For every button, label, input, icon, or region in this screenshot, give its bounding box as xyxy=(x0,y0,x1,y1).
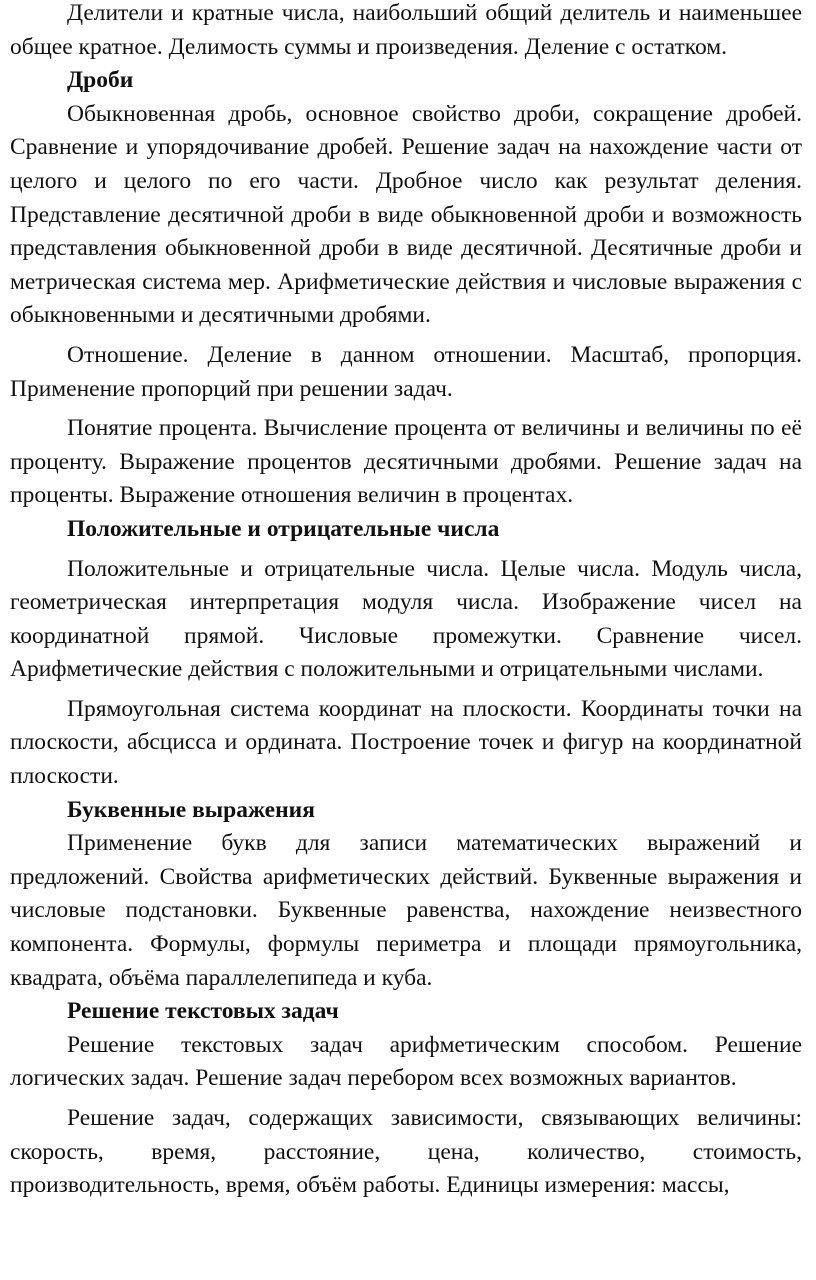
paragraph-fractions-2: Отношение. Деление в данном отношении. Масштаб, пропорция. Применение пропорций при решении задач. xyxy=(10,341,802,402)
paragraph-fractions-1: Обыкновенная дробь, основное свойство дроби, сокращение дробей. Сравнение и упорядочивание дробей. Решение задач на нахождение части от целого и целого по его части. Дробное число как результат деления. Представление десятичной дроби в виде обыкновенной дроби и возможность представления обыкновенной дроби в виде десятичной. Десятичные дроби и метрическая система мер. Арифметические действия и числовые выражения с обыкновенными и десятичными дробями. xyxy=(10,100,802,329)
heading-fractions: Дроби xyxy=(67,67,134,94)
paragraph-signed-2: Прямоугольная система координат на плоскости. Координаты точки на плоскости, абсцисса и ордината. Построение точек и фигур на координатной плоскости. xyxy=(10,695,802,790)
paragraph-letters-1: Применение букв для записи математических выражений и предложений. Свойства арифметических действий. Буквенные выражения и числовые подстановки. Буквенные равенства, нахождение неизвестного компонента. Формулы, формулы периметра и площади прямоугольника, квадрата, объёма параллелепипеда и куба. xyxy=(10,830,802,991)
heading-word-problems: Решение текстовых задач xyxy=(67,998,339,1025)
paragraph-fractions-3: Понятие процента. Вычисление процента от величины и величины по её проценту. Выражение процентов десятичными дробями. Решение задач на проценты. Выражение отношения величин в процентах. xyxy=(10,415,802,509)
heading-letter-expressions: Буквенные выражения xyxy=(67,796,315,823)
paragraph-signed-1: Положительные и отрицательные числа. Целые числа. Модуль числа, геометрическая интерпретация модуля числа. Изображение чисел на координатной прямой. Числовые промежутки. Сравнение чисел. Арифметические действия с положительными и отрицательными числами. xyxy=(10,555,802,683)
paragraph-divisors: Делители и кратные числа, наибольший общий делитель и наименьшее общее кратное. Делимость суммы и произведения. Деление с остатком. xyxy=(10,0,802,60)
heading-signed-numbers: Положительные и отрицательные числа xyxy=(67,515,500,542)
document-page xyxy=(10,0,802,1203)
paragraph-word-1: Решение текстовых задач арифметическим способом. Решение логических задач. Решение задач перебором всех возможных вариантов. xyxy=(10,1031,802,1092)
paragraph-word-2: Решение задач, содержащих зависимости, связывающих величины: скорость, время, расстояние, цена, количество, стоимость, производительность, время, объём работы. Единицы измерения: массы, xyxy=(10,1105,802,1199)
